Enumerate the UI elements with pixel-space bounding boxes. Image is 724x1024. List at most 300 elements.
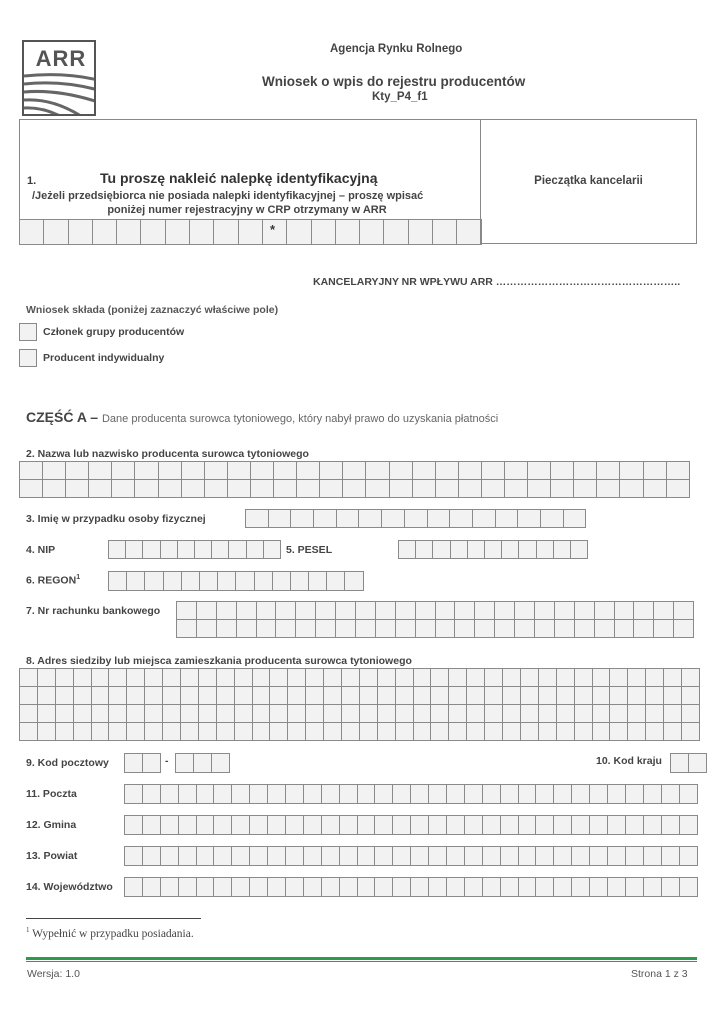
char-cell[interactable] [619, 479, 643, 498]
char-cell[interactable] [267, 815, 286, 835]
char-cell[interactable] [125, 540, 143, 559]
char-cell[interactable] [466, 686, 485, 705]
char-cell[interactable] [484, 722, 503, 741]
char-cell[interactable] [142, 815, 161, 835]
char-cell[interactable] [216, 686, 235, 705]
char-cell[interactable] [358, 509, 382, 528]
char-cell[interactable] [217, 571, 236, 591]
char-cell[interactable] [339, 877, 358, 897]
char-cell[interactable] [553, 846, 572, 866]
char-cell[interactable] [73, 686, 92, 705]
char-cell[interactable] [679, 784, 698, 804]
char-cell[interactable] [142, 846, 161, 866]
char-cell[interactable] [355, 619, 376, 638]
char-cell[interactable] [213, 877, 232, 897]
char-cell[interactable] [256, 601, 277, 620]
char-cell[interactable] [474, 601, 495, 620]
char-cell[interactable] [42, 461, 66, 480]
char-cell[interactable] [142, 877, 161, 897]
char-cell[interactable] [625, 877, 644, 897]
char-cell[interactable] [435, 479, 459, 498]
char-cell[interactable] [435, 619, 456, 638]
char-cell[interactable] [494, 619, 515, 638]
char-cell[interactable] [196, 815, 215, 835]
char-cell[interactable] [37, 722, 56, 741]
char-cell[interactable] [484, 686, 503, 705]
char-cell[interactable] [458, 461, 482, 480]
char-cell[interactable] [321, 784, 340, 804]
char-cell[interactable] [661, 846, 680, 866]
char-cell[interactable] [305, 704, 324, 723]
char-cell[interactable] [305, 722, 324, 741]
char-cell[interactable] [556, 668, 575, 687]
char-cell[interactable] [535, 846, 554, 866]
char-cell[interactable] [267, 877, 286, 897]
char-cell[interactable] [482, 784, 501, 804]
char-cell[interactable] [227, 479, 251, 498]
field-13-cells[interactable] [124, 846, 697, 865]
char-cell[interactable] [502, 722, 521, 741]
char-cell[interactable] [216, 668, 235, 687]
char-cell[interactable] [404, 509, 428, 528]
char-cell[interactable] [126, 704, 145, 723]
char-cell[interactable] [449, 509, 473, 528]
char-cell[interactable] [178, 846, 197, 866]
char-cell[interactable] [319, 461, 343, 480]
char-cell[interactable] [180, 704, 199, 723]
char-cell[interactable] [645, 722, 664, 741]
char-cell[interactable] [625, 784, 644, 804]
char-cell[interactable] [435, 601, 456, 620]
char-cell[interactable] [466, 704, 485, 723]
checkbox-group-member[interactable] [19, 323, 37, 341]
char-cell[interactable] [273, 479, 297, 498]
char-cell[interactable] [627, 668, 646, 687]
char-cell[interactable] [517, 509, 541, 528]
char-cell[interactable] [252, 686, 271, 705]
char-cell[interactable] [609, 686, 628, 705]
char-cell[interactable] [249, 784, 268, 804]
char-cell[interactable] [273, 461, 297, 480]
char-cell[interactable] [111, 479, 135, 498]
char-cell[interactable] [234, 722, 253, 741]
char-cell[interactable] [108, 571, 127, 591]
char-cell[interactable] [633, 601, 654, 620]
char-cell[interactable] [19, 686, 38, 705]
char-cell[interactable] [571, 784, 590, 804]
char-cell[interactable] [108, 540, 126, 559]
char-cell[interactable] [176, 619, 197, 638]
char-cell[interactable] [679, 846, 698, 866]
char-cell[interactable] [124, 784, 143, 804]
field-9-cells-a[interactable] [124, 753, 160, 772]
char-cell[interactable] [269, 668, 288, 687]
checkbox-individual[interactable] [19, 349, 37, 367]
char-cell[interactable] [357, 877, 376, 897]
char-cell[interactable] [342, 479, 366, 498]
char-cell[interactable] [303, 846, 322, 866]
char-cell[interactable] [160, 784, 179, 804]
char-cell[interactable] [124, 753, 143, 773]
char-cell[interactable] [494, 601, 515, 620]
char-cell[interactable] [160, 846, 179, 866]
char-cell[interactable] [134, 461, 158, 480]
char-cell[interactable] [553, 784, 572, 804]
field-10-cells[interactable] [670, 753, 706, 772]
char-cell[interactable] [295, 601, 316, 620]
char-cell[interactable] [518, 815, 537, 835]
char-cell[interactable] [124, 846, 143, 866]
char-cell[interactable] [91, 668, 110, 687]
char-cell[interactable] [116, 219, 141, 245]
char-cell[interactable] [609, 668, 628, 687]
char-cell[interactable] [19, 668, 38, 687]
char-cell[interactable] [643, 846, 662, 866]
char-cell[interactable] [454, 601, 475, 620]
char-cell[interactable] [550, 479, 574, 498]
char-cell[interactable] [256, 619, 277, 638]
char-cell[interactable] [374, 877, 393, 897]
char-cell[interactable] [308, 571, 327, 591]
char-cell[interactable] [285, 784, 304, 804]
char-cell[interactable] [231, 846, 250, 866]
char-cell[interactable] [553, 815, 572, 835]
field-3-cells[interactable] [245, 509, 585, 527]
char-cell[interactable] [245, 509, 269, 528]
char-cell[interactable] [500, 846, 519, 866]
char-cell[interactable] [670, 753, 689, 773]
char-cell[interactable] [238, 219, 263, 245]
char-cell[interactable] [55, 704, 74, 723]
char-cell[interactable] [377, 722, 396, 741]
char-cell[interactable] [609, 722, 628, 741]
char-cell[interactable] [589, 846, 608, 866]
char-cell[interactable] [158, 461, 182, 480]
char-cell[interactable] [534, 619, 555, 638]
char-cell[interactable] [108, 704, 127, 723]
char-cell[interactable] [389, 461, 413, 480]
char-cell[interactable] [415, 619, 436, 638]
char-cell[interactable] [204, 479, 228, 498]
char-cell[interactable] [430, 722, 449, 741]
char-cell[interactable] [574, 668, 593, 687]
char-cell[interactable] [518, 877, 537, 897]
char-cell[interactable] [227, 461, 251, 480]
char-cell[interactable] [430, 704, 449, 723]
char-cell[interactable] [673, 601, 694, 620]
char-cell[interactable] [535, 877, 554, 897]
char-cell[interactable] [295, 619, 316, 638]
char-cell[interactable] [538, 722, 557, 741]
char-cell[interactable] [653, 619, 674, 638]
char-cell[interactable] [464, 784, 483, 804]
char-cell[interactable] [335, 601, 356, 620]
char-cell[interactable] [454, 619, 475, 638]
char-cell[interactable] [607, 877, 626, 897]
char-cell[interactable] [481, 479, 505, 498]
char-cell[interactable] [520, 722, 539, 741]
char-cell[interactable] [663, 722, 682, 741]
char-cell[interactable] [196, 601, 217, 620]
char-cell[interactable] [430, 668, 449, 687]
char-cell[interactable] [466, 668, 485, 687]
char-cell[interactable] [430, 686, 449, 705]
char-cell[interactable] [540, 509, 564, 528]
char-cell[interactable] [275, 601, 296, 620]
char-cell[interactable] [688, 753, 707, 773]
char-cell[interactable] [456, 219, 481, 245]
char-cell[interactable] [92, 219, 117, 245]
char-cell[interactable] [392, 815, 411, 835]
char-cell[interactable] [37, 668, 56, 687]
char-cell[interactable] [643, 784, 662, 804]
char-cell[interactable] [500, 877, 519, 897]
char-cell[interactable] [275, 619, 296, 638]
char-cell[interactable] [392, 784, 411, 804]
char-cell[interactable] [342, 461, 366, 480]
char-cell[interactable] [359, 722, 378, 741]
char-cell[interactable] [359, 219, 384, 245]
char-cell[interactable] [571, 846, 590, 866]
char-cell[interactable] [681, 686, 700, 705]
char-cell[interactable] [144, 686, 163, 705]
char-cell[interactable] [375, 601, 396, 620]
char-cell[interactable] [198, 686, 217, 705]
char-cell[interactable] [395, 704, 414, 723]
char-cell[interactable] [484, 540, 502, 559]
char-cell[interactable] [269, 704, 288, 723]
char-cell[interactable] [673, 619, 694, 638]
char-cell[interactable] [303, 784, 322, 804]
char-cell[interactable] [484, 668, 503, 687]
char-cell[interactable] [538, 686, 557, 705]
char-cell[interactable] [339, 846, 358, 866]
char-cell[interactable] [263, 540, 281, 559]
char-cell[interactable] [231, 815, 250, 835]
char-cell[interactable] [303, 815, 322, 835]
char-cell[interactable] [592, 722, 611, 741]
char-cell[interactable] [466, 722, 485, 741]
char-cell[interactable] [574, 722, 593, 741]
char-cell[interactable] [196, 846, 215, 866]
char-cell[interactable] [204, 461, 228, 480]
char-cell[interactable] [377, 704, 396, 723]
char-cell[interactable] [374, 846, 393, 866]
char-cell[interactable] [554, 601, 575, 620]
char-cell[interactable] [446, 877, 465, 897]
char-cell[interactable] [573, 461, 597, 480]
char-cell[interactable] [311, 219, 336, 245]
char-cell[interactable] [428, 784, 447, 804]
char-cell[interactable] [335, 619, 356, 638]
char-cell[interactable] [464, 815, 483, 835]
char-cell[interactable] [228, 540, 246, 559]
char-cell[interactable] [374, 784, 393, 804]
char-cell[interactable] [395, 722, 414, 741]
char-cell[interactable] [408, 219, 433, 245]
char-cell[interactable] [163, 571, 182, 591]
char-cell[interactable] [520, 704, 539, 723]
char-cell[interactable] [91, 722, 110, 741]
char-cell[interactable] [375, 619, 396, 638]
char-cell[interactable] [502, 704, 521, 723]
char-cell[interactable] [535, 815, 554, 835]
char-cell[interactable] [410, 846, 429, 866]
char-cell[interactable] [19, 704, 38, 723]
char-cell[interactable] [481, 461, 505, 480]
char-cell[interactable] [573, 479, 597, 498]
char-cell[interactable] [91, 686, 110, 705]
char-cell[interactable] [596, 461, 620, 480]
char-cell[interactable] [661, 784, 680, 804]
char-cell[interactable] [482, 815, 501, 835]
char-cell[interactable] [68, 219, 93, 245]
char-cell[interactable] [321, 846, 340, 866]
char-cell[interactable] [249, 846, 268, 866]
char-cell[interactable] [73, 704, 92, 723]
char-cell[interactable] [607, 846, 626, 866]
char-cell[interactable] [554, 619, 575, 638]
field-11-cells[interactable] [124, 784, 697, 803]
char-cell[interactable] [268, 509, 292, 528]
char-cell[interactable] [520, 686, 539, 705]
char-cell[interactable] [571, 877, 590, 897]
char-cell[interactable] [178, 815, 197, 835]
char-cell[interactable] [527, 479, 551, 498]
char-cell[interactable] [594, 619, 615, 638]
char-cell[interactable] [518, 846, 537, 866]
char-cell[interactable] [643, 461, 667, 480]
char-cell[interactable] [193, 753, 212, 773]
char-cell[interactable] [246, 540, 264, 559]
char-cell[interactable] [627, 686, 646, 705]
char-cell[interactable] [189, 219, 214, 245]
char-cell[interactable] [341, 668, 360, 687]
char-cell[interactable] [249, 877, 268, 897]
char-cell[interactable] [504, 479, 528, 498]
char-cell[interactable] [287, 668, 306, 687]
char-cell[interactable] [428, 815, 447, 835]
char-cell[interactable] [175, 753, 194, 773]
char-cell[interactable] [126, 686, 145, 705]
char-cell[interactable] [236, 619, 257, 638]
char-cell[interactable] [216, 601, 237, 620]
field-7-cells[interactable] [176, 601, 693, 637]
char-cell[interactable] [553, 877, 572, 897]
char-cell[interactable] [140, 219, 165, 245]
char-cell[interactable] [88, 479, 112, 498]
char-cell[interactable] [458, 479, 482, 498]
char-cell[interactable] [134, 479, 158, 498]
char-cell[interactable] [574, 619, 595, 638]
field-12-cells[interactable] [124, 815, 697, 834]
char-cell[interactable] [287, 686, 306, 705]
char-cell[interactable] [198, 704, 217, 723]
char-cell[interactable] [108, 668, 127, 687]
char-cell[interactable] [518, 540, 536, 559]
char-cell[interactable] [55, 668, 74, 687]
field-6-cells[interactable] [108, 571, 363, 590]
char-cell[interactable] [661, 815, 680, 835]
char-cell[interactable] [556, 686, 575, 705]
char-cell[interactable] [467, 540, 485, 559]
char-cell[interactable] [236, 601, 257, 620]
char-cell[interactable] [592, 704, 611, 723]
char-cell[interactable] [495, 509, 519, 528]
char-cell[interactable] [504, 461, 528, 480]
char-cell[interactable] [285, 815, 304, 835]
char-cell[interactable] [681, 704, 700, 723]
char-cell[interactable] [213, 219, 238, 245]
char-cell[interactable] [412, 479, 436, 498]
char-cell[interactable] [252, 722, 271, 741]
field-5-cells[interactable] [398, 540, 587, 558]
char-cell[interactable] [432, 219, 457, 245]
char-cell[interactable] [464, 877, 483, 897]
char-cell[interactable] [538, 704, 557, 723]
char-cell[interactable] [124, 815, 143, 835]
char-cell[interactable] [73, 668, 92, 687]
char-cell[interactable] [305, 668, 324, 687]
char-cell[interactable] [448, 668, 467, 687]
char-cell[interactable] [108, 686, 127, 705]
char-cell[interactable] [216, 619, 237, 638]
char-cell[interactable] [446, 846, 465, 866]
char-cell[interactable] [395, 601, 416, 620]
char-cell[interactable] [126, 668, 145, 687]
char-cell[interactable] [211, 540, 229, 559]
char-cell[interactable] [355, 601, 376, 620]
char-cell[interactable] [344, 571, 363, 591]
char-cell[interactable] [374, 815, 393, 835]
char-cell[interactable] [427, 509, 451, 528]
char-cell[interactable] [315, 619, 336, 638]
char-cell[interactable] [144, 704, 163, 723]
char-cell[interactable] [234, 668, 253, 687]
char-cell[interactable] [91, 704, 110, 723]
char-cell[interactable] [65, 479, 89, 498]
char-cell[interactable] [415, 540, 433, 559]
char-cell[interactable] [377, 686, 396, 705]
char-cell[interactable] [633, 619, 654, 638]
char-cell[interactable] [213, 815, 232, 835]
char-cell[interactable] [162, 704, 181, 723]
char-cell[interactable] [398, 540, 416, 559]
char-cell[interactable] [323, 686, 342, 705]
char-cell[interactable] [296, 479, 320, 498]
char-cell[interactable] [126, 571, 145, 591]
char-cell[interactable] [482, 877, 501, 897]
char-cell[interactable] [160, 540, 178, 559]
char-cell[interactable] [663, 704, 682, 723]
char-cell[interactable] [19, 461, 43, 480]
char-cell[interactable] [267, 846, 286, 866]
char-cell[interactable] [395, 619, 416, 638]
char-cell[interactable] [19, 722, 38, 741]
char-cell[interactable] [661, 877, 680, 897]
char-cell[interactable] [474, 619, 495, 638]
char-cell[interactable] [323, 704, 342, 723]
char-cell[interactable] [326, 571, 345, 591]
char-cell[interactable] [556, 722, 575, 741]
char-cell[interactable] [614, 619, 635, 638]
char-cell[interactable] [395, 668, 414, 687]
char-cell[interactable] [614, 601, 635, 620]
char-cell[interactable] [42, 479, 66, 498]
char-cell[interactable] [285, 877, 304, 897]
char-cell[interactable] [181, 461, 205, 480]
char-cell[interactable] [596, 479, 620, 498]
